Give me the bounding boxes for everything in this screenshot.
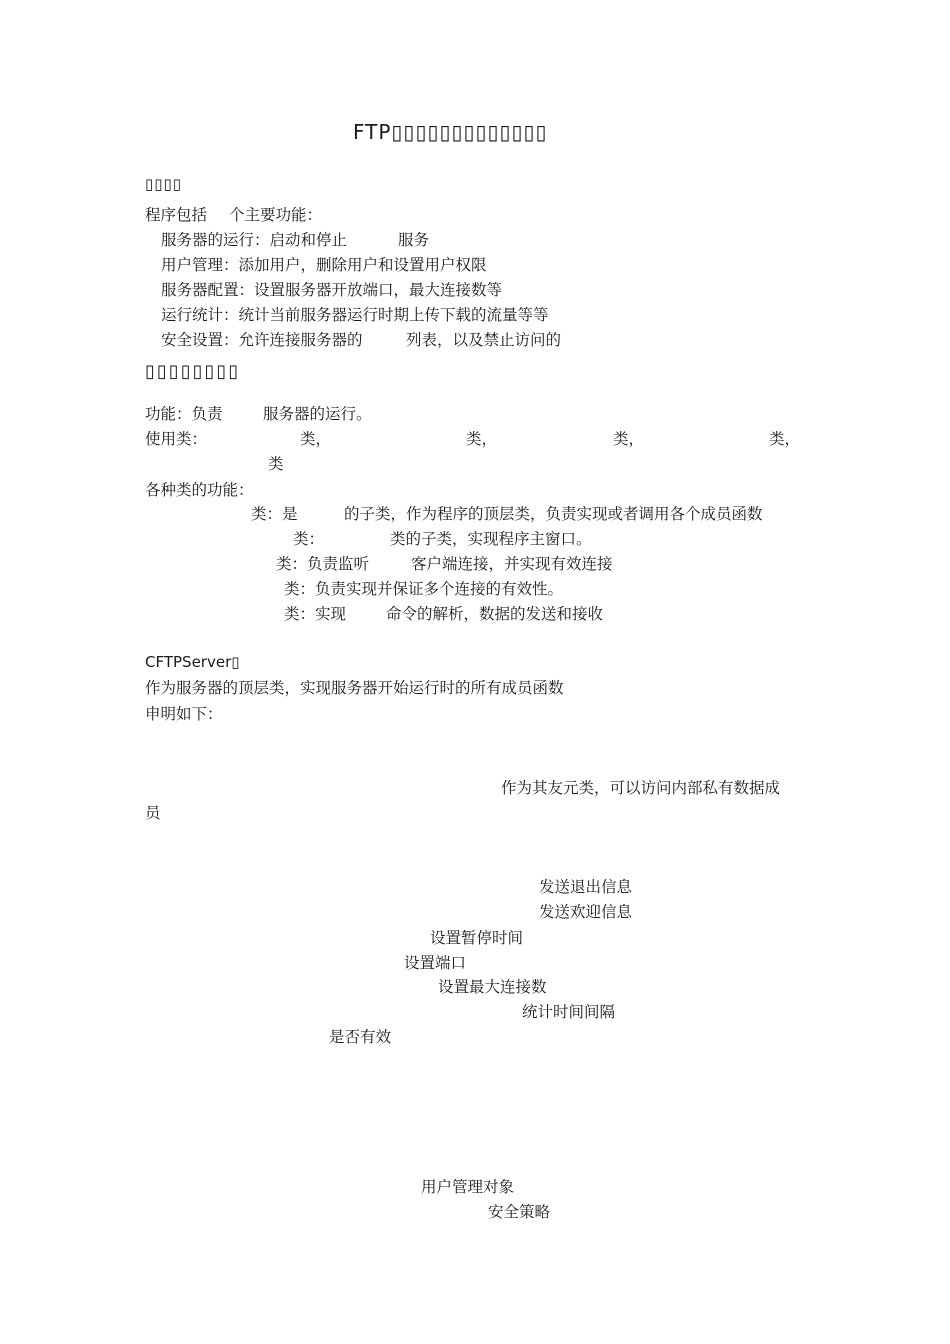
feature-item-run-a: 服务器的运行：启动和停止 bbox=[161, 231, 348, 249]
section-heading-cftpserver: CFTPServer▯ bbox=[145, 653, 240, 671]
member-user-manager: 用户管理对象 bbox=[421, 1178, 515, 1196]
intro-text-a: 程序包括 bbox=[145, 206, 208, 224]
comment-set-port: 设置端口 bbox=[404, 954, 467, 972]
class-mark-3: 类， bbox=[613, 430, 645, 448]
kind-5-b: 命令的解析，数据的发送和接收 bbox=[386, 605, 604, 623]
uses-label: 使用类： bbox=[145, 430, 208, 448]
function-text-b: 服务器的运行。 bbox=[263, 405, 372, 423]
kind-2-a: 类： bbox=[293, 530, 325, 548]
comment-set-max-connections: 设置最大连接数 bbox=[438, 978, 547, 996]
section-heading-2: ▯▯▯▯▯▯▯▯ bbox=[145, 361, 241, 382]
page-title: FTP▯▯▯▯▯▯▯▯▯▯▯▯▯ bbox=[353, 120, 548, 144]
feature-item-security-a: 安全设置：允许连接服务器的 bbox=[161, 331, 363, 349]
function-text-a: 功能：负责 bbox=[145, 405, 223, 423]
kinds-label: 各种类的功能： bbox=[145, 481, 254, 499]
cftpserver-description: 作为服务器的顶层类，实现服务器开始运行时的所有成员函数 bbox=[145, 679, 564, 697]
class-mark-2: 类， bbox=[466, 430, 498, 448]
kind-5-a: 类：实现 bbox=[284, 605, 347, 623]
section-heading-overview: ▯▯▯▯ bbox=[145, 175, 183, 193]
comment-is-valid: 是否有效 bbox=[329, 1028, 392, 1046]
comment-stats-interval: 统计时间间隔 bbox=[522, 1003, 616, 1021]
class-mark-4: 类， bbox=[769, 430, 801, 448]
feature-item-run-b: 服务 bbox=[398, 231, 430, 249]
kind-3-a: 类：负责监听 bbox=[276, 555, 370, 573]
comment-send-quit: 发送退出信息 bbox=[539, 878, 633, 896]
kind-3-b: 客户端连接，并实现有效连接 bbox=[411, 555, 613, 573]
comment-send-welcome: 发送欢迎信息 bbox=[539, 903, 633, 921]
kind-1-b: 的子类，作为程序的顶层类，负责实现或者调用各个成员函数 bbox=[344, 505, 763, 523]
feature-item-user: 用户管理：添加用户，删除用户和设置用户权限 bbox=[161, 256, 487, 274]
friend-class-comment-cont: 员 bbox=[145, 804, 161, 822]
kind-1-a: 类：是 bbox=[251, 505, 298, 523]
feature-item-security-b: 列表，以及禁止访问的 bbox=[406, 331, 562, 349]
feature-item-config: 服务器配置：设置服务器开放端口，最大连接数等 bbox=[161, 281, 503, 299]
kind-2-b: 类的子类，实现程序主窗口。 bbox=[390, 530, 592, 548]
feature-item-stats: 运行统计：统计当前服务器运行时期上传下载的流量等等 bbox=[161, 306, 549, 324]
intro-text-b: 个主要功能： bbox=[229, 206, 323, 224]
kind-4: 类：负责实现并保证多个连接的有效性。 bbox=[284, 580, 564, 598]
class-mark-1: 类， bbox=[300, 430, 332, 448]
class-mark-5: 类 bbox=[268, 455, 284, 473]
friend-class-comment: 作为其友元类，可以访问内部私有数据成 bbox=[501, 779, 781, 797]
declaration-label: 申明如下： bbox=[145, 705, 223, 723]
comment-set-timeout: 设置暂停时间 bbox=[430, 929, 524, 947]
member-security-policy: 安全策略 bbox=[488, 1203, 551, 1221]
